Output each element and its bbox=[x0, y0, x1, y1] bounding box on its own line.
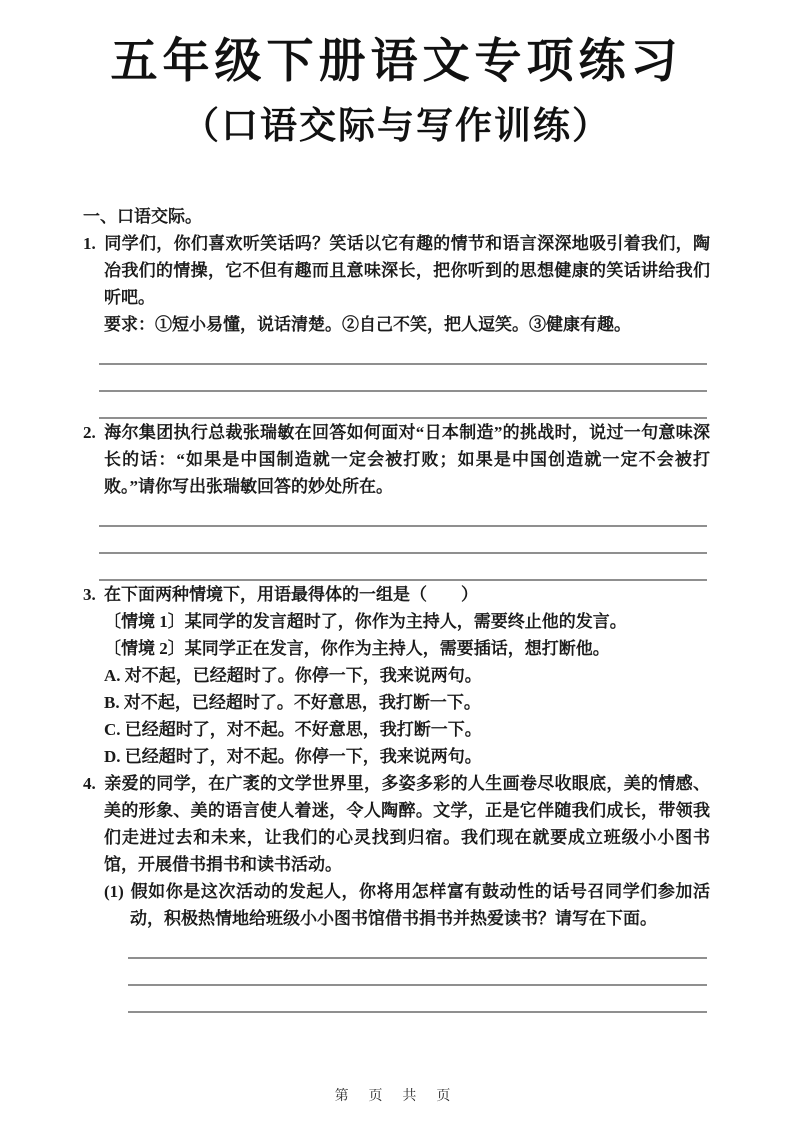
answer-line[interactable] bbox=[99, 500, 707, 527]
question-4-sub-1-text: 假如你是这次活动的发起人，你将用怎样富有鼓动性的话号召同学们参加活动，积极热情地给班级小小图书馆借书捐书并热爱读书？请写在下面。 bbox=[130, 882, 710, 928]
question-4-text: 亲爱的同学，在广袤的文学世界里，多姿多彩的人生画卷尽收眼底，美的情感、美的形象、美的语言使人着迷，令人陶醉。文学，正是它伴随我们成长，带领我们走进过去和未来，让我们的心灵找到归宿。我们现在就要成立班级小小图书馆，开展借书捐书和读书活动。 bbox=[104, 774, 710, 874]
page-title: 五年级下册语文专项练习 bbox=[110, 34, 683, 87]
question-3-option-b[interactable]: B. 对不起，已经超时了。不好意思，我打断一下。 bbox=[104, 693, 481, 712]
answer-line[interactable] bbox=[128, 986, 707, 1013]
question-3-option-c[interactable]: C. 已经超时了，对不起。不好意思，我打断一下。 bbox=[104, 720, 482, 739]
question-4-answer-area bbox=[128, 932, 707, 1013]
question-3-situation-2: 〔情境 2〕某同学正在发言，你作为主持人，需要插话，想打断他。 bbox=[104, 639, 610, 658]
question-1-requirements: 要求：①短小易懂，说话清楚。②自己不笑，把人逗笑。③健康有趣。 bbox=[104, 315, 631, 334]
question-2-answer-area bbox=[99, 500, 707, 581]
answer-line[interactable] bbox=[99, 338, 707, 365]
answer-line[interactable] bbox=[128, 959, 707, 986]
answer-line[interactable] bbox=[99, 527, 707, 554]
question-2 bbox=[83, 419, 710, 500]
answer-line[interactable] bbox=[99, 554, 707, 581]
answer-line[interactable] bbox=[99, 392, 707, 419]
question-1 bbox=[83, 230, 710, 311]
question-3-option-d[interactable]: D. 已经超时了，对不起。你停一下，我来说两句。 bbox=[104, 747, 482, 766]
question-3 bbox=[83, 581, 710, 608]
question-3-situation-1: 〔情境 1〕某同学的发言超时了，你作为主持人，需要终止他的发言。 bbox=[104, 612, 627, 631]
question-1-number: 1. bbox=[83, 234, 96, 253]
answer-line[interactable] bbox=[128, 932, 707, 959]
section-heading: 一、口语交际。 bbox=[83, 207, 202, 226]
question-1-text: 同学们，你们喜欢听笑话吗？笑话以它有趣的情节和语言深深地吸引着我们，陶冶我们的情操，它不但有趣而且意味深长，把你听到的思想健康的笑话讲给我们听吧。 bbox=[104, 234, 710, 307]
worksheet-body bbox=[83, 203, 710, 1013]
question-3-option-a[interactable]: A. 对不起，已经超时了。你停一下，我来说两句。 bbox=[104, 666, 482, 685]
page-subtitle: （口语交际与写作训练） bbox=[182, 105, 611, 146]
question-2-number: 2. bbox=[83, 423, 96, 442]
question-4-number: 4. bbox=[83, 774, 96, 793]
question-4-sub-1-number: (1) bbox=[104, 882, 124, 901]
question-4-sub-1 bbox=[104, 878, 710, 932]
question-3-number: 3. bbox=[83, 585, 96, 604]
question-1-answer-area bbox=[99, 338, 707, 419]
answer-line[interactable] bbox=[99, 365, 707, 392]
question-2-text: 海尔集团执行总裁张瑞敏在回答如何面对“日本制造”的挑战时，说过一句意味深长的话：“如果是中国制造就一定会被打败；如果是中国创造就一定不会被打败。”请你写出张瑞敏回答的妙处所在。 bbox=[104, 423, 710, 496]
question-3-stem: 在下面两种情境下，用语最得体的一组是（ ） bbox=[104, 585, 478, 604]
question-4 bbox=[83, 770, 710, 878]
page-footer: 第 页 共 页 bbox=[334, 1087, 459, 1103]
